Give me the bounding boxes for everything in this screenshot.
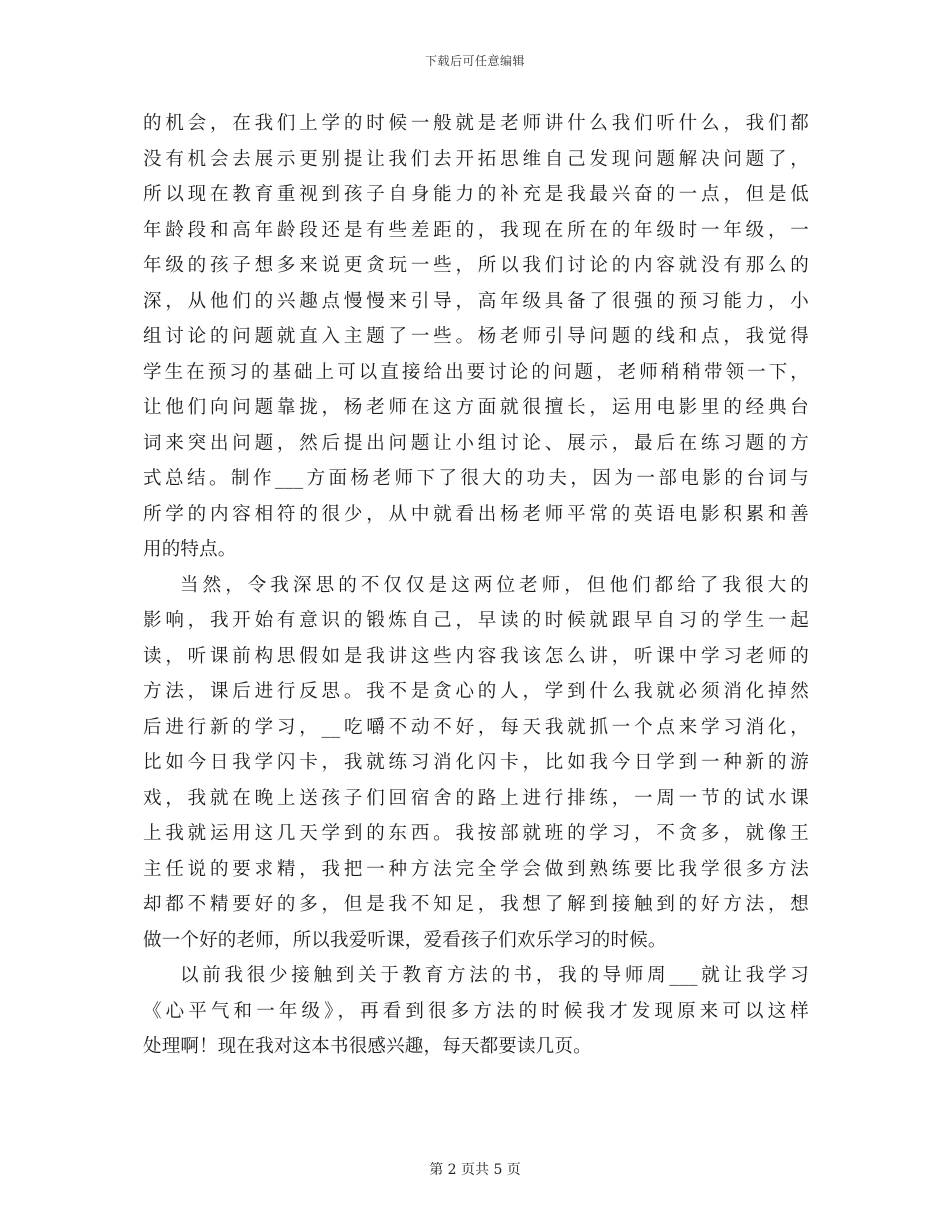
text-line: 方法，课后进行反思。我不是贪心的人，学到什么我就必须消化掉然 <box>143 681 809 702</box>
text-line: 年龄段和高年龄段还是有些差距的，我现在所在的年级时一年级，一 <box>143 219 809 241</box>
text-line: 用的特点。 <box>143 539 237 560</box>
text-line: 年级的孩子想多来说更贪玩一些，所以我们讨论的内容就没有那么的 <box>143 255 809 276</box>
text-line: 没有机会去展示更别提让我们去开拓思维自己发现问题解决问题了， <box>143 148 809 170</box>
text-line: 读，听课前构思假如是我讲这些内容我该怎么讲，听课中学习老师的 <box>143 645 809 667</box>
text-line: 所学的内容相符的很少，从中就看出杨老师平常的英语电影积累和善 <box>143 503 809 525</box>
page-header: 下载后可任意编辑 <box>424 54 525 68</box>
text-line: 却都不精要好的多，但是我不知足，我想了解到接触到的好方法，想 <box>143 894 809 915</box>
text-line: 戏，我就在晚上送孩子们回宿舍的路上进行排练，一周一节的试水课 <box>143 787 809 809</box>
text-line: 比如今日我学闪卡，我就练习消化闪卡，比如我今日学到一种新的游 <box>143 752 809 773</box>
text-line: 以前我很少接触到关于教育方法的书，我的导师周___就让我学习 <box>180 965 809 986</box>
text-line: 让他们向问题靠拢，杨老师在这方面就很擅长，运用电影里的经典台 <box>143 397 809 418</box>
text-line: 主任说的要求精，我把一种方法完全学会做到熟练要比我学很多方法 <box>143 858 809 880</box>
paragraph <box>143 106 809 568</box>
text-line: 做一个好的老师，所以我爱听课，爱看孩子们欢乐学习的时候。 <box>143 929 667 951</box>
text-line: 后进行新的学习，__吃嚼不动不好，每天我就抓一个点来学习消化， <box>143 716 809 738</box>
document-body <box>143 106 809 1065</box>
text-line: 的机会，在我们上学的时候一般就是老师讲什么我们听什么，我们都 <box>143 113 809 134</box>
paragraph <box>143 568 809 959</box>
text-line: 所以现在教育重视到孩子自身能力的补充是我最兴奋的一点，但是低 <box>143 184 809 205</box>
text-line: 组讨论的问题就直入主题了一些。杨老师引导问题的线和点，我觉得 <box>143 326 809 347</box>
text-line: 《心平气和一年级》，再看到很多方法的时候我才发现原来可以这样 <box>143 1000 809 1022</box>
page-footer: 第 2 页共 5 页 <box>429 1162 521 1178</box>
text-line: 深，从他们的兴趣点慢慢来引导，高年级具备了很强的预习能力，小 <box>143 290 809 312</box>
text-line: 当然，令我深思的不仅仅是这两位老师，但他们都给了我很大的 <box>180 574 809 596</box>
text-line: 词来突出问题，然后提出问题让小组讨论、展示，最后在练习题的方 <box>143 432 809 454</box>
text-line: 学生在预习的基础上可以直接给出要讨论的问题，老师稍稍带领一下， <box>143 361 809 383</box>
paragraph <box>143 958 809 1065</box>
text-line: 式总结。制作___方面杨老师下了很大的功夫，因为一部电影的台词与 <box>143 468 809 489</box>
text-line: 处理啊！现在我对这本书很感兴趣，每天都要读几页。 <box>143 1036 592 1057</box>
text-line: 影响，我开始有意识的锻炼自己，早读的时候就跟早自习的学生一起 <box>143 610 809 631</box>
text-line: 上我就运用这几天学到的东西。我按部就班的学习，不贪多，就像王 <box>143 823 809 844</box>
